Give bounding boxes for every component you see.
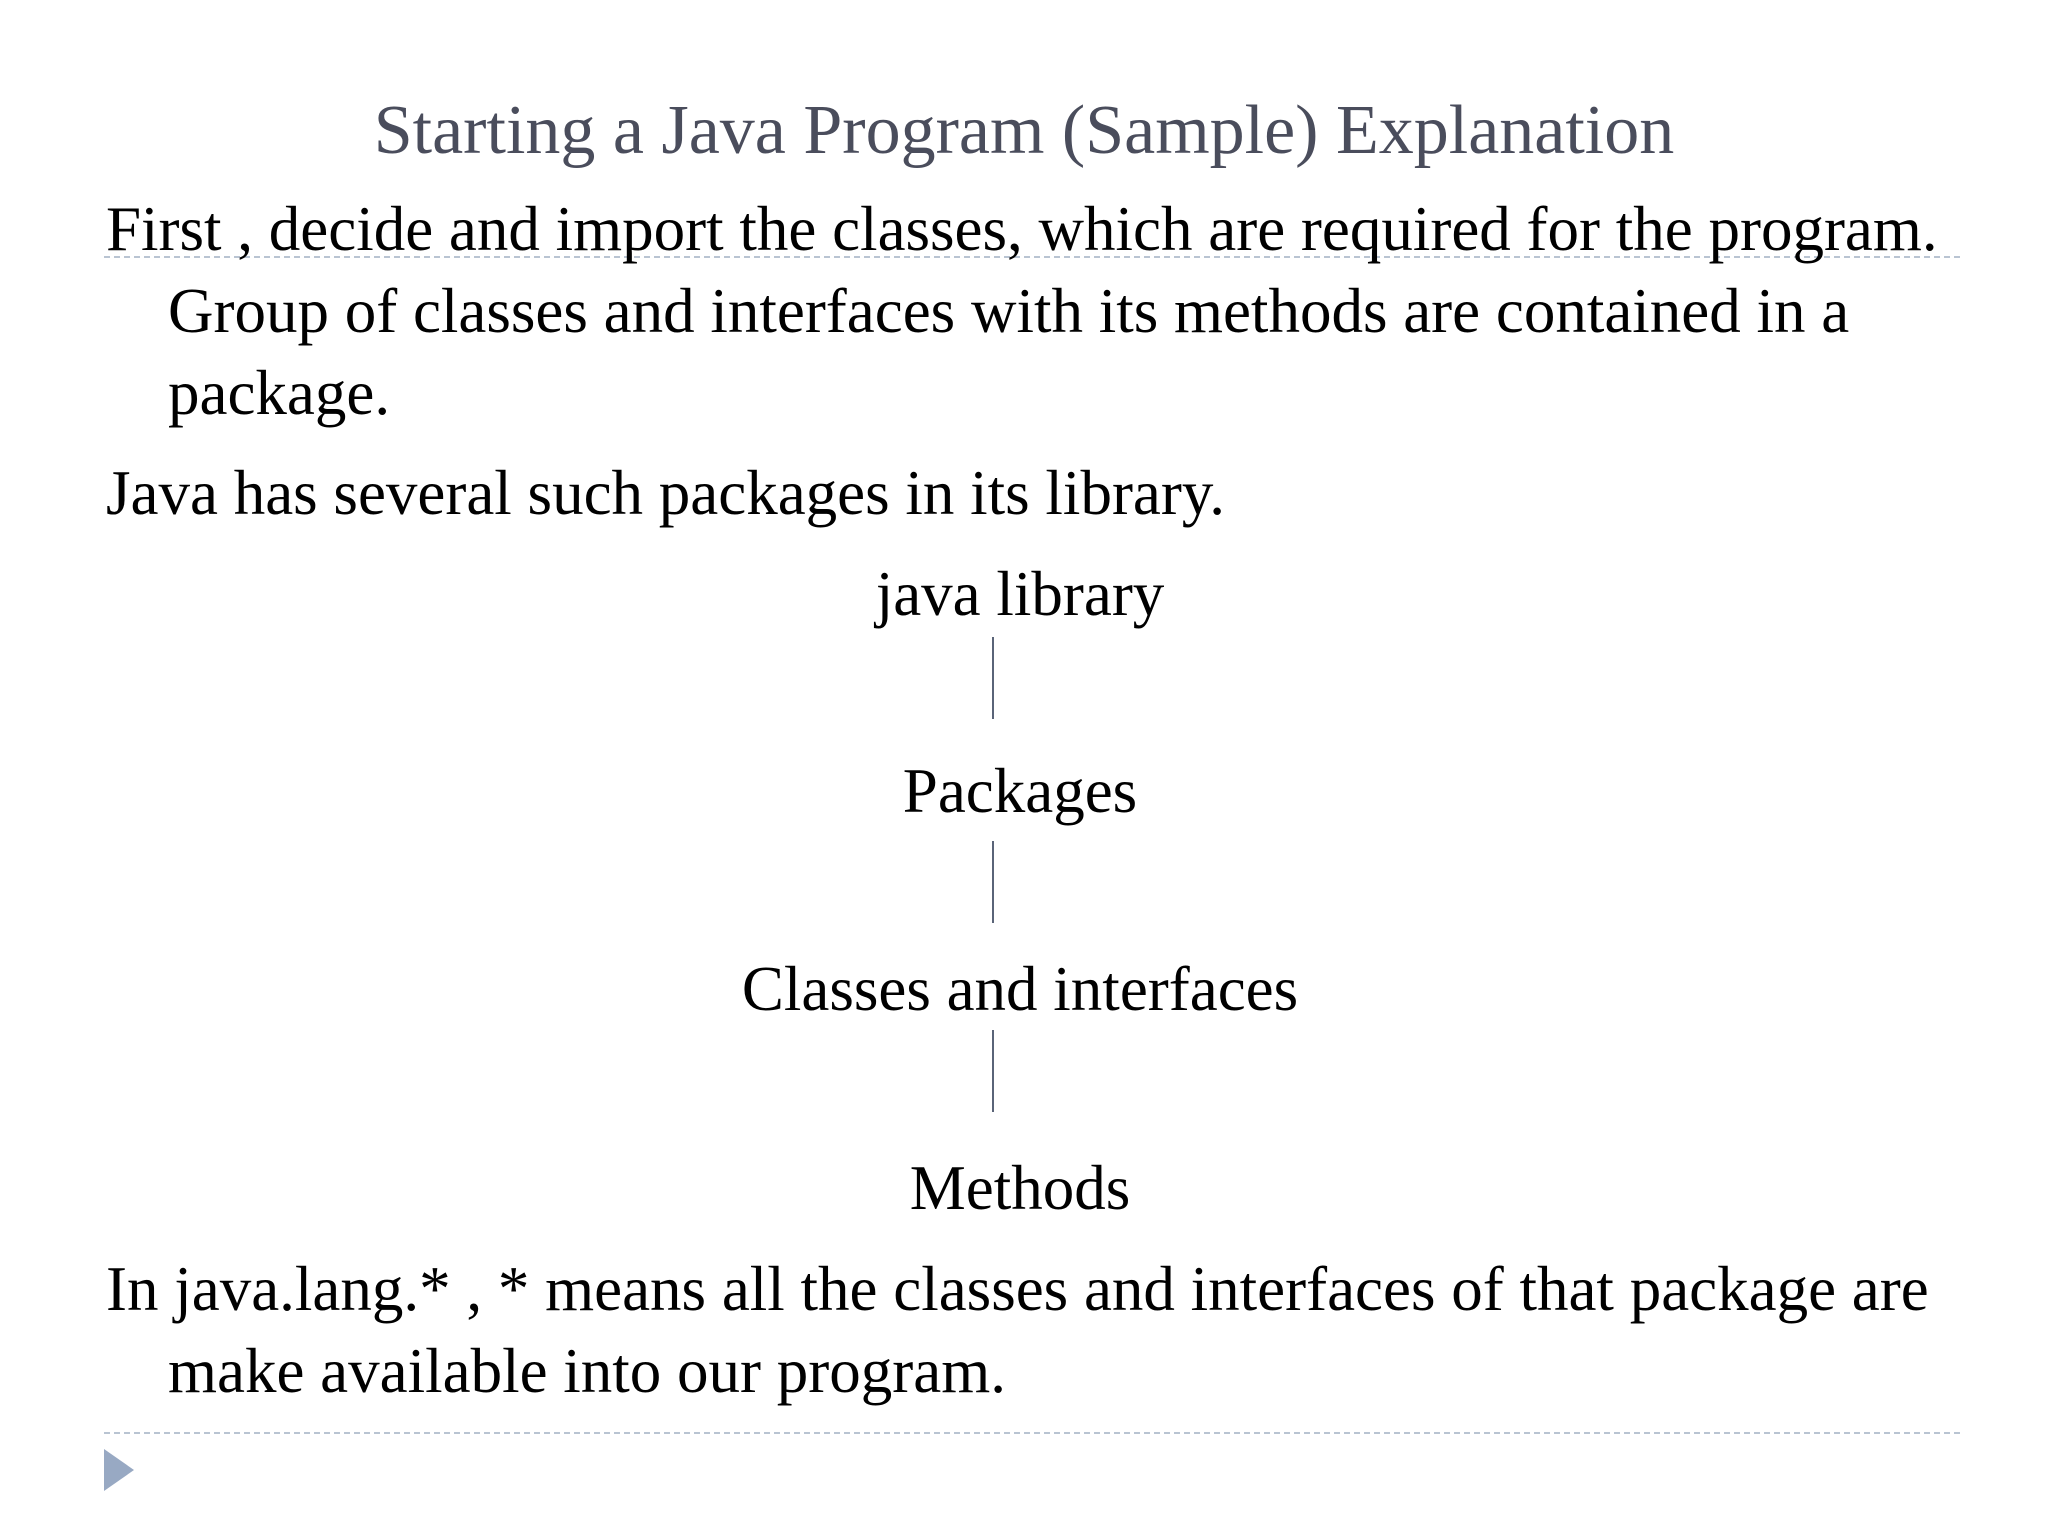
slide-title: Starting a Java Program (Sample) Explanation	[373, 92, 1675, 169]
hierarchy-connector	[992, 637, 994, 719]
hierarchy-node-java-library: java library	[875, 559, 1165, 629]
hierarchy-node-methods: Methods	[909, 1153, 1131, 1223]
hierarchy-node-packages: Packages	[902, 756, 1138, 826]
paragraph-java-lang: In java.lang.* , * means all the classes and interfaces of that package are make available into our program.	[106, 1254, 1929, 1406]
triangle-right-icon[interactable]	[104, 1449, 134, 1491]
paragraph-import-classes: First , decide and import the classes, which are required for the program. Group of classes and interfaces with its methods are contained in a package.	[106, 194, 1938, 428]
hierarchy-node-classes-interfaces: Classes and interfaces	[741, 954, 1299, 1024]
hierarchy-connector	[992, 841, 994, 923]
paragraph-java-packages: Java has several such packages in its library.	[106, 458, 1226, 528]
bottom-divider	[104, 1432, 1960, 1434]
hierarchy-connector	[992, 1030, 994, 1112]
